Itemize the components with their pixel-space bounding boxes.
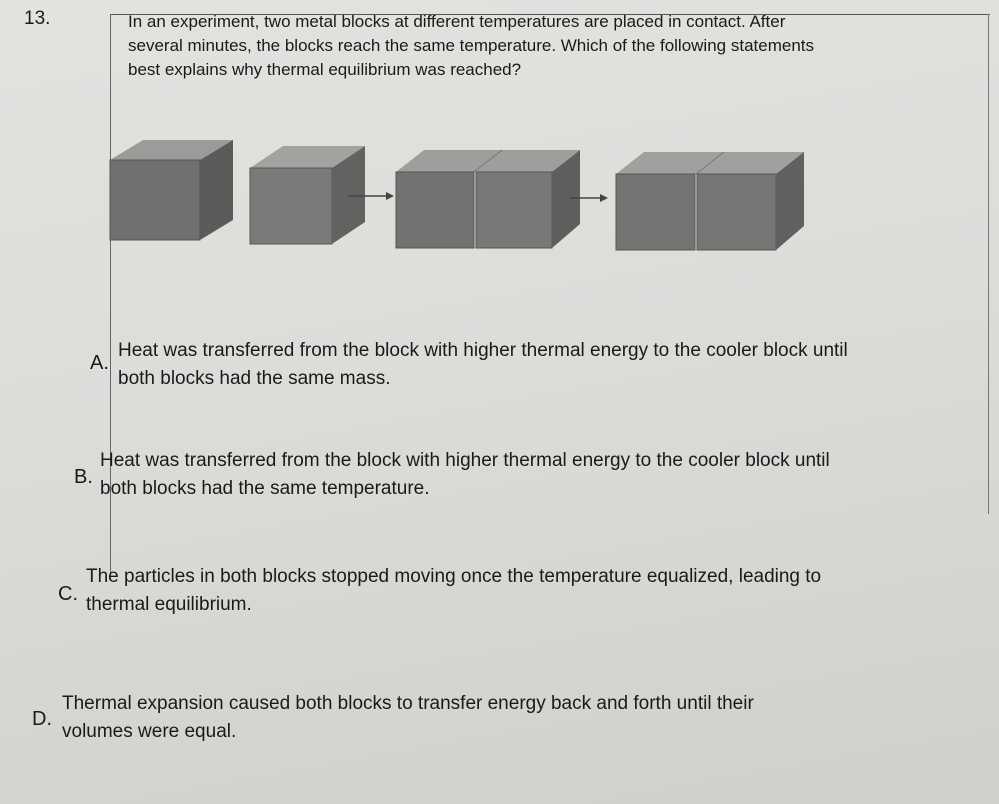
- option-c-line: thermal equilibrium.: [86, 594, 252, 615]
- blocks-in-contact-1: [396, 150, 580, 248]
- question-stem-line: best explains why thermal equilibrium was reached?: [128, 60, 522, 79]
- question-stem: [128, 10, 888, 82]
- option-a-line: both blocks had the same mass.: [118, 368, 391, 389]
- option-a-line: Heat was transferred from the block with higher thermal energy to the cooler block until: [118, 340, 848, 361]
- block-1-front: [110, 160, 200, 240]
- option-b-letter: B.: [74, 466, 93, 488]
- option-d-line: Thermal expansion caused both blocks to transfer energy back and forth until their: [62, 693, 754, 714]
- block-2: [250, 146, 365, 244]
- blocks-in-contact-1-front-right: [476, 172, 552, 248]
- question-frame-right-border: [988, 14, 989, 514]
- blocks-in-contact-1-front-left: [396, 172, 474, 248]
- blocks-in-contact-2-front-right: [697, 174, 776, 250]
- option-c-line: The particles in both blocks stopped moving once the temperature equalized, leading to: [86, 566, 822, 587]
- option-b-line: Heat was transferred from the block with higher thermal energy to the cooler block until: [100, 450, 830, 471]
- option-b-line: both blocks had the same temperature.: [100, 478, 430, 499]
- option-a-text[interactable]: [118, 337, 848, 393]
- blocks-diagram: [100, 130, 820, 260]
- block-2-front: [250, 168, 332, 244]
- blocks-in-contact-2-front-left: [616, 174, 695, 250]
- blocks-in-contact-2: [616, 152, 804, 250]
- option-d-text[interactable]: [62, 690, 754, 746]
- question-stem-line: several minutes, the blocks reach the same temperature. Which of the following statements: [128, 36, 814, 55]
- option-a-letter: A.: [90, 352, 109, 374]
- option-d-line: volumes were equal.: [62, 721, 237, 742]
- question-number: 13.: [24, 8, 51, 29]
- option-b-text[interactable]: [100, 447, 830, 503]
- question-stem-line: In an experiment, two metal blocks at different temperatures are placed in contact. After: [128, 12, 786, 31]
- option-d-letter: D.: [32, 708, 52, 730]
- option-c-text[interactable]: [86, 563, 821, 619]
- option-c-letter: C.: [58, 583, 78, 605]
- block-1: [110, 140, 233, 240]
